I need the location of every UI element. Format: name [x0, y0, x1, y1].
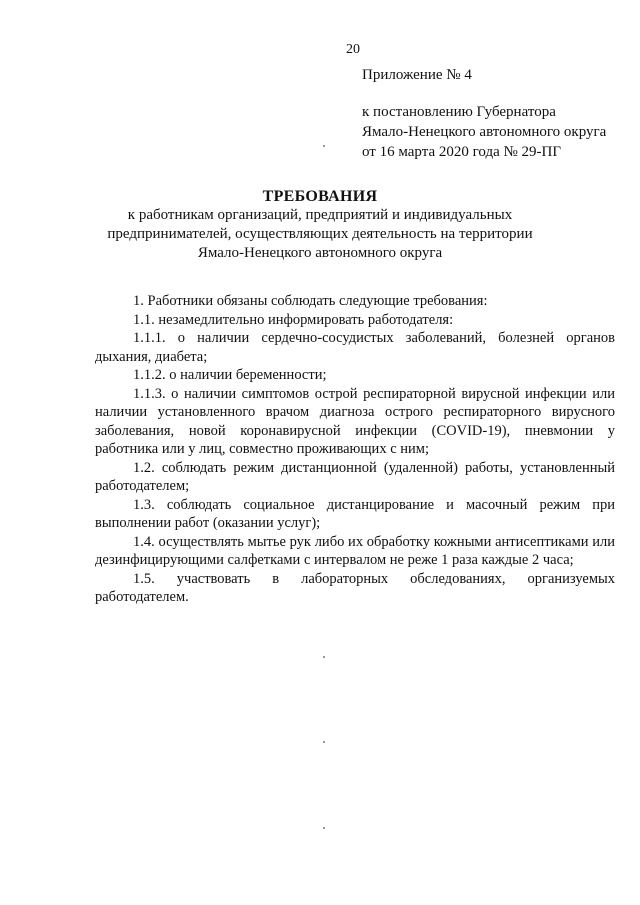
appendix-line-3: от 16 марта 2020 года № 29-ПГ [362, 144, 562, 160]
requirements-body [95, 292, 615, 607]
paragraph-1-1-3: 1.1.3. о наличии симптомов острой респираторной вирусной инфекции или наличии установленного врачом диагноза острого респираторного вирусного заболевания, новой коронавирусной инфекции (COVID-19), пневмонии у работника или у лиц, совместно проживающих с ним; [95, 385, 615, 457]
heading-subtitle-1: к работникам организаций, предприятий и индивидуальных [127, 207, 513, 223]
scan-speck [323, 656, 325, 658]
heading-title: ТРЕБОВАНИЯ [262, 188, 378, 205]
appendix-title: Приложение № 4 [362, 67, 472, 83]
paragraph-1-1-2: 1.1.2. о наличии беременности; [133, 367, 327, 383]
scan-speck [323, 827, 325, 829]
paragraph-1-5: 1.5. участвовать в лабораторных обследованиях, организуемых работодателем. [95, 570, 615, 605]
paragraph-1-3: 1.3. соблюдать социальное дистанцирование и масочный режим при выполнении работ (оказании услуг); [95, 496, 615, 531]
paragraph-1: 1. Работники обязаны соблюдать следующие требования: [133, 293, 488, 309]
scan-speck [323, 741, 325, 743]
scan-speck [323, 145, 325, 147]
heading-subtitle-3: Ямало-Ненецкого автономного округа [197, 245, 443, 261]
page-number: 20 [346, 42, 360, 57]
appendix-line-1: к постановлению Губернатора [362, 104, 556, 120]
paragraph-1-1-1: 1.1.1. о наличии сердечно-сосудистых заболеваний, болезней органов дыхания, диабета; [95, 330, 615, 365]
appendix-line-2: Ямало-Ненецкого автономного округа [362, 124, 607, 140]
heading-subtitle-2: предпринимателей, осуществляющих деятельность на территории [107, 226, 533, 242]
appendix-block [362, 65, 606, 162]
paragraph-1-2: 1.2. соблюдать режим дистанционной (удаленной) работы, установленный работодателем; [95, 459, 615, 494]
paragraph-1-1: 1.1. незамедлительно информировать работодателя: [133, 311, 454, 328]
document-heading [0, 187, 640, 263]
paragraph-1-4: 1.4. осуществлять мытье рук либо их обработку кожными антисептиками или дезинфицирующими салфетками с интервалом не реже 1 раза каждые 2 часа; [95, 533, 615, 568]
